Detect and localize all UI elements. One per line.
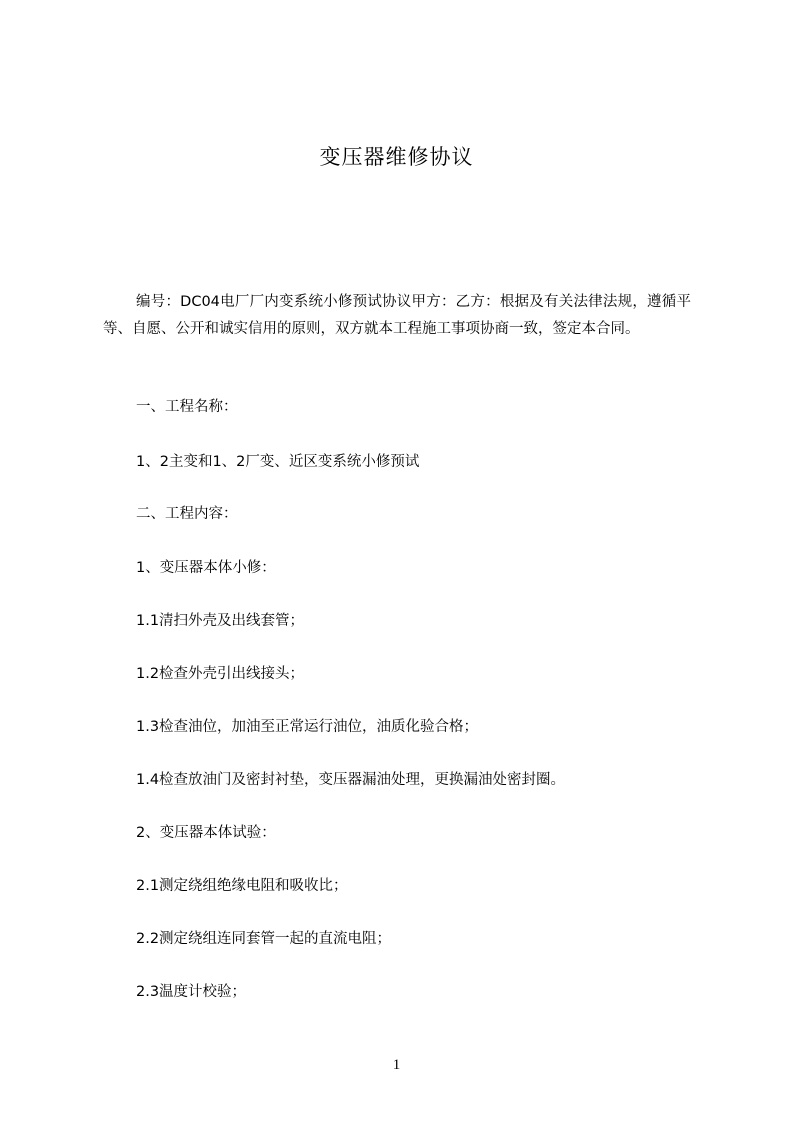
page-number: 1 <box>392 1057 401 1073</box>
intro-paragraph: 编号：DC04电厂厂内变系统小修预试协议甲方：乙方：根据及有关法律法规，遵循平等、自愿、公开和诚实信用的原则，双方就本工程施工事项协商一致，签定本合同。 <box>103 294 691 337</box>
section-heading-project-content: 二、工程内容： <box>136 506 238 522</box>
item-2-3: 2.3温度计校验； <box>136 984 247 1000</box>
document-title: 变压器维修协议 <box>319 145 474 169</box>
section-heading-project-name: 一、工程名称： <box>136 399 238 415</box>
subsection-transformer-test: 2、变压器本体试验： <box>136 825 276 841</box>
project-name-text: 1、2主变和1、2厂变、近区变系统小修预试 <box>136 454 420 470</box>
item-1-3: 1.3检查油位，加油至正常运行油位，油质化验合格； <box>136 719 479 735</box>
item-1-2: 1.2检查外壳引出线接头； <box>136 666 305 682</box>
item-2-1: 2.1测定绕组绝缘电阻和吸收比； <box>136 878 348 894</box>
item-2-2: 2.2测定绕组连同套管一起的直流电阻； <box>136 931 392 947</box>
item-1-1: 1.1清扫外壳及出线套管； <box>136 613 305 629</box>
subsection-transformer-overhaul: 1、变压器本体小修： <box>136 560 276 576</box>
item-1-4: 1.4检查放油门及密封衬垫，变压器漏油处理，更换漏油处密封圈。 <box>136 772 566 788</box>
